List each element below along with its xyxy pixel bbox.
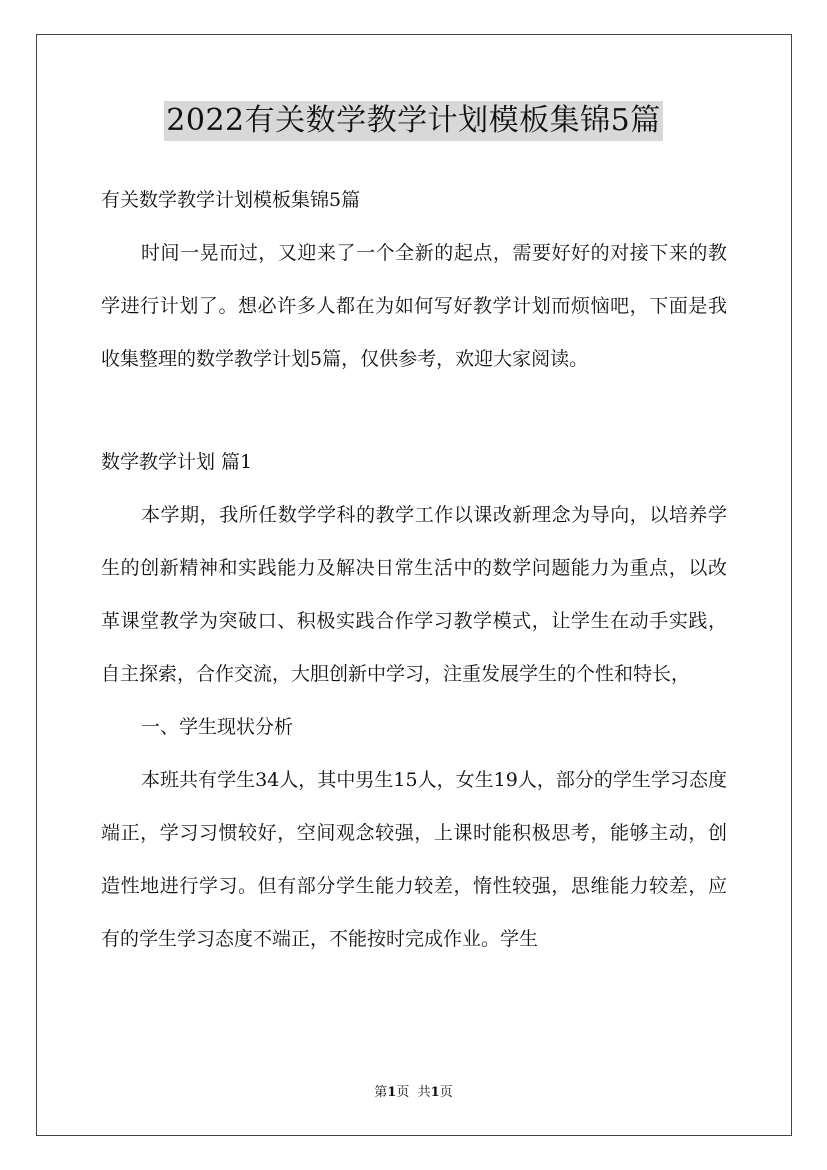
footer-total-suffix: 页 — [439, 1085, 453, 1100]
section-paragraph-1: 本学期，我所任数学学科的教学工作以课改新理念为导向，以培养学生的创新精神和实践能力及解决日常生活中的数学问题能力为重点，以改革课堂教学为突破口、积极实践合作学习教学模式，让学生在动手实践，自主探索，合作交流，大胆创新中学习，注重发展学生的个性和特长， — [101, 504, 727, 685]
section-paragraph-2: 本班共有学生34人，其中男生15人，女生19人，部分的学生学习态度端正，学习习惯较好，空间观念较强，上课时能积极思考，能够主动，创造性地进行学习。但有部分学生能力较差，惰性较强，思维能力较差，应有的学生学习态度不端正，不能按时完成作业。学生 — [101, 769, 727, 950]
intro-paragraph: 时间一晃而过，又迎来了一个全新的起点，需要好好的对接下来的教学进行计划了。想必许多人都在为如何写好教学计划而烦恼吧，下面是我收集整理的数学教学计划5篇，仅供参考，欢迎大家阅读。 — [101, 242, 727, 370]
footer-page-number: 1 — [387, 1085, 397, 1100]
page-footer — [0, 1084, 827, 1102]
document-title: 2022有关数学教学计划模板集锦5篇 — [164, 101, 662, 141]
section-heading: 数学教学计划 篇1 — [101, 451, 253, 473]
document-body — [101, 174, 727, 966]
document-title-wrapper — [0, 101, 827, 141]
footer-page-suffix: 页 — [396, 1085, 410, 1100]
footer-prefix: 第 — [374, 1085, 388, 1100]
subheading-student-analysis: 一、学生现状分析 — [141, 716, 294, 738]
document-subtitle: 有关数学教学计划模板集锦5篇 — [101, 189, 361, 211]
footer-total-pages: 1 — [430, 1085, 440, 1100]
footer-total-prefix: 共 — [417, 1085, 431, 1100]
